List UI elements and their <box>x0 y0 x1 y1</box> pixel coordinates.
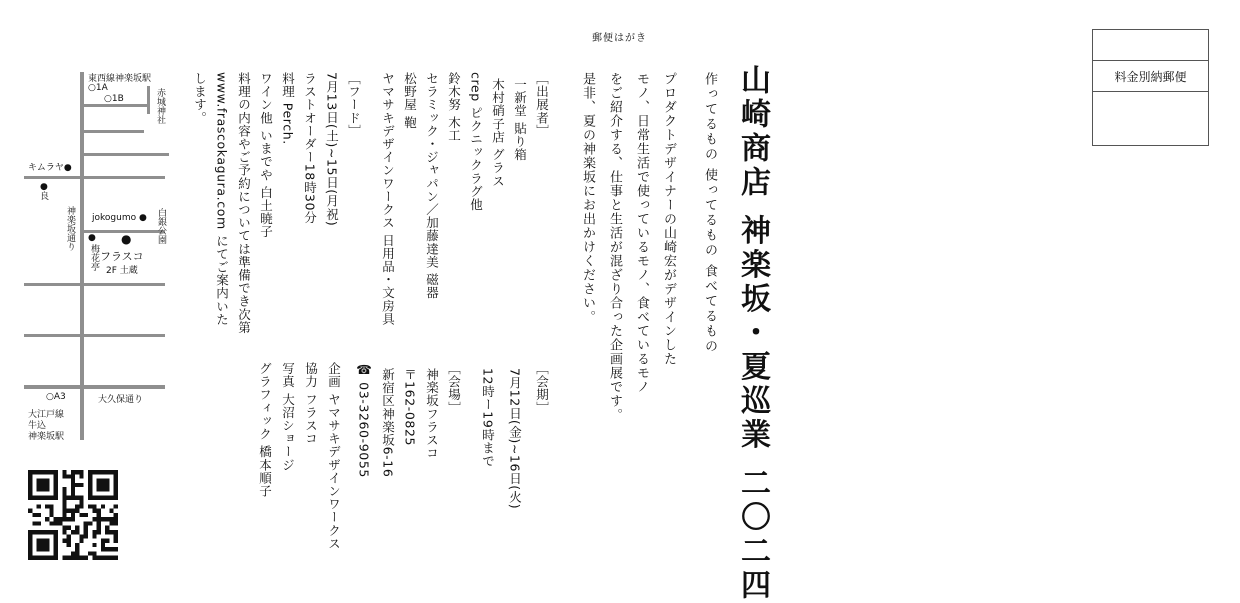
venue-phone: ☎ 03-3260-9055 <box>356 362 372 478</box>
credit-photo: 写真 大沼ショージ <box>280 362 296 472</box>
map-frasco: フラスコ <box>100 250 144 263</box>
map-frasco-dot: ● <box>121 232 132 246</box>
intro-line-3: をご紹介する、仕事と生活が混ざり合った企画展です。 <box>607 72 622 422</box>
map-kagurazaka-street: 神楽坂通り <box>65 206 75 251</box>
map-kimuraya-label: キムラヤ <box>28 163 64 173</box>
map-road <box>147 86 150 114</box>
venue-address: 新宿区神楽坂6-16 <box>380 368 396 478</box>
qr-code <box>28 470 118 560</box>
food-wine: ワイン他 いまでや 白土暁子 <box>258 72 274 239</box>
exhibitor-item: 一新堂 貼り箱 <box>512 78 528 162</box>
food-heading: ［フード］ <box>346 72 362 138</box>
period-heading: ［会期］ <box>534 362 550 415</box>
map-ryo-label: 良 <box>40 192 50 202</box>
map-jokogumo-label: jokogumo <box>92 213 137 223</box>
map-road <box>84 130 144 133</box>
map-exit-1b: ○1B <box>104 94 124 104</box>
map-exit-1a-label: 1A <box>95 83 108 93</box>
exhibitors-heading: ［出展者］ <box>534 72 550 138</box>
credit-cooperation: 協力 フラスコ <box>303 362 319 446</box>
map-akagi-shrine: 赤城神社 <box>155 88 165 124</box>
map-frasco-floor: 2F 土蔵 <box>106 266 138 276</box>
map-okubo-street: 大久保通り <box>98 395 144 405</box>
map-station-kagurazaka: 神楽坂駅 <box>28 432 65 442</box>
intro-line-2: モノ、日常生活で使っているモノ、食べているモノ <box>634 72 649 394</box>
map-baikatei: 梅花亭 <box>89 244 99 271</box>
map-kimuraya: キムラヤ● <box>28 163 72 173</box>
map-baikatei-dot: ● <box>88 233 96 243</box>
exhibitor-item: 松野屋 鞄 <box>402 72 418 129</box>
map-jokogumo: jokogumo ● <box>92 213 147 223</box>
postage-box <box>1092 29 1209 146</box>
exhibitor-item: crep ピクニックラグ他 <box>468 72 484 212</box>
period-hours: 12時ー19時まで <box>480 368 496 468</box>
exhibitor-item: 木村硝子店 グラス <box>490 78 506 188</box>
exhibitor-item: セラミック・ジャパン／加藤達美 磁器 <box>424 72 440 300</box>
food-note: します。 <box>192 72 208 125</box>
map-exit-a3-label: A3 <box>53 392 66 402</box>
food-note: www.frascokagura.com にてご案内いた <box>214 72 230 327</box>
map-road <box>24 283 165 286</box>
map-road-okubo <box>24 385 165 389</box>
map-hakugin-park: 白銀公園 <box>156 208 166 244</box>
map-exit-a3: ○A3 <box>46 392 66 402</box>
postcard-label: 郵便はがき <box>592 33 647 44</box>
postage-label: 料金別納郵便 <box>1093 60 1208 92</box>
venue-name: 神楽坂フラスコ <box>424 368 440 460</box>
map-exit-1a: ○1A <box>88 83 108 93</box>
intro-line-4: 是非、夏の神楽坂にお出かけください。 <box>580 72 595 324</box>
access-map <box>24 68 174 448</box>
intro-line-1: プロダクトデザイナーの山崎宏がデザインした <box>661 72 676 366</box>
period-dates: 7月12日(金)~16日(火) <box>507 368 523 510</box>
food-note: 料理の内容やご予約については準備でき次第 <box>236 72 252 334</box>
exhibitor-item: 鈴木努 木工 <box>446 72 462 143</box>
map-road <box>24 334 165 337</box>
credit-planning: 企画 ヤマサキデザインワークス <box>326 362 342 550</box>
map-exit-1b-label: 1B <box>111 94 124 104</box>
map-station-tozai: 東西線神楽坂駅 <box>88 74 152 84</box>
food-last-order: ラストオーダー18時30分 <box>302 72 318 225</box>
map-ryo: ● 良 <box>40 182 50 202</box>
food-dates: 7月13日(土)~15日(月祝) <box>324 72 340 227</box>
map-road <box>24 176 165 179</box>
event-title: 山崎商店 神楽坂・夏巡業 二〇二四 <box>735 64 770 603</box>
food-cuisine: 料理 Perch. <box>280 72 296 145</box>
venue-heading: ［会場］ <box>446 362 462 415</box>
event-subtitle: 作ってるもの 使ってるもの 食べてるもの <box>702 72 717 355</box>
map-road <box>84 153 169 156</box>
map-road <box>84 104 150 107</box>
exhibitor-item: ヤマサキデザインワークス 日用品・文房具 <box>380 72 396 326</box>
credit-graphic: グラフィック 橋本順子 <box>257 362 273 498</box>
venue-postal: 〒162-0825 <box>402 368 418 447</box>
map-station-oedo: 大江戸線 <box>28 410 65 420</box>
map-station-ushigome: 牛込 <box>28 421 47 431</box>
